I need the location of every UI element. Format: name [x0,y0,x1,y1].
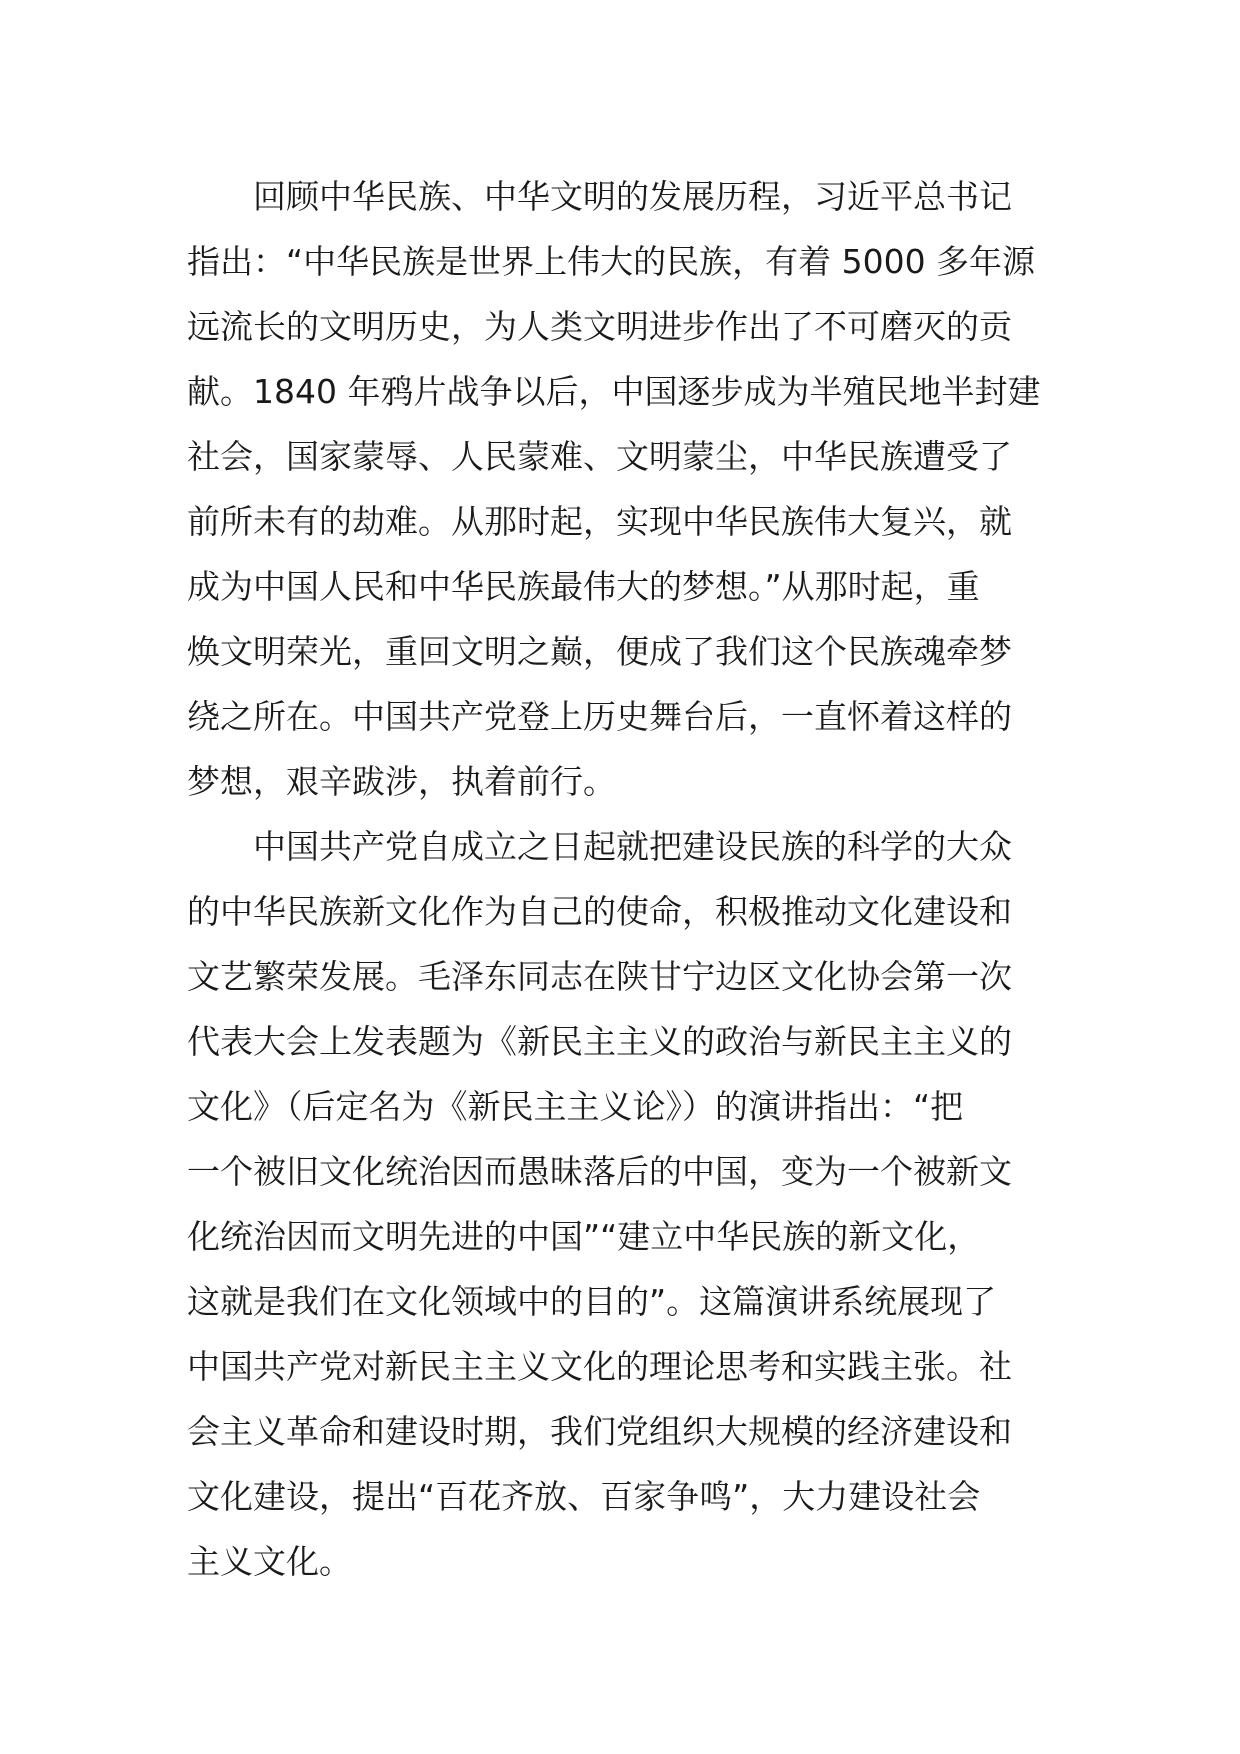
paragraph-line: 焕文明荣光，重回文明之巅，便成了我们这个民族魂牵梦 [187,632,1012,671]
paragraph-line: 这就是我们在文化领域中的目的”。这篇演讲系统展现了 [187,1282,997,1321]
paragraph-line: 一个被旧文化统治因而愚昧落后的中国，变为一个被新文 [187,1152,1012,1191]
paragraph-line: 中国共产党自成立之日起就把建设民族的科学的大众 [253,827,1012,866]
paragraph-line: 梦想，艰辛跋涉，执着前行。 [187,762,616,801]
paragraph-line: 主义文化。 [187,1542,352,1581]
paragraph-line: 前所未有的劫难。从那时起，实现中华民族伟大复兴，就 [187,502,1012,541]
paragraph-line: 中国共产党对新民主主义文化的理论思考和实践主张。社 [187,1347,1012,1386]
paragraph-2 [187,814,1037,1594]
paragraph-line: 回顾中华民族、中华文明的发展历程，习近平总书记 [253,177,1012,216]
paragraph-line: 文艺繁荣发展。毛泽东同志在陕甘宁边区文化协会第一次 [187,957,1012,996]
paragraph-line: 会主义革命和建设时期，我们党组织大规模的经济建设和 [187,1412,1012,1451]
paragraph-1 [187,164,1041,814]
paragraph-line: 化统治因而文明先进的中国”“建立中华民族的新文化， [187,1217,981,1256]
paragraph-line: 文化》（后定名为《新民主主义论》）的演讲指出：“把 [187,1087,964,1126]
paragraph-line: 文化建设，提出“百花齐放、百家争鸣”，大力建设社会 [187,1477,981,1516]
paragraph-line: 社会，国家蒙辱、人民蒙难、文明蒙尘，中华民族遭受了 [187,437,1012,476]
paragraph-line: 成为中国人民和中华民族最伟大的梦想。”从那时起，重 [187,567,980,606]
paragraph-line: 指出：“中华民族是世界上伟大的民族，有着 5000 多年源 [187,242,1036,281]
paragraph-line: 远流长的文明历史，为人类文明进步作出了不可磨灭的贡 [187,307,1012,346]
paragraph-line: 代表大会上发表题为《新民主主义的政治与新民主主义的 [187,1022,1012,1061]
body-text [187,164,1041,1594]
paragraph-line: 献。1840 年鸦片战争以后，中国逐步成为半殖民地半封建 [187,372,1041,411]
paragraph-line: 绕之所在。中国共产党登上历史舞台后，一直怀着这样的 [187,697,1012,736]
paragraph-line: 的中华民族新文化作为自己的使命，积极推动文化建设和 [187,892,1012,931]
